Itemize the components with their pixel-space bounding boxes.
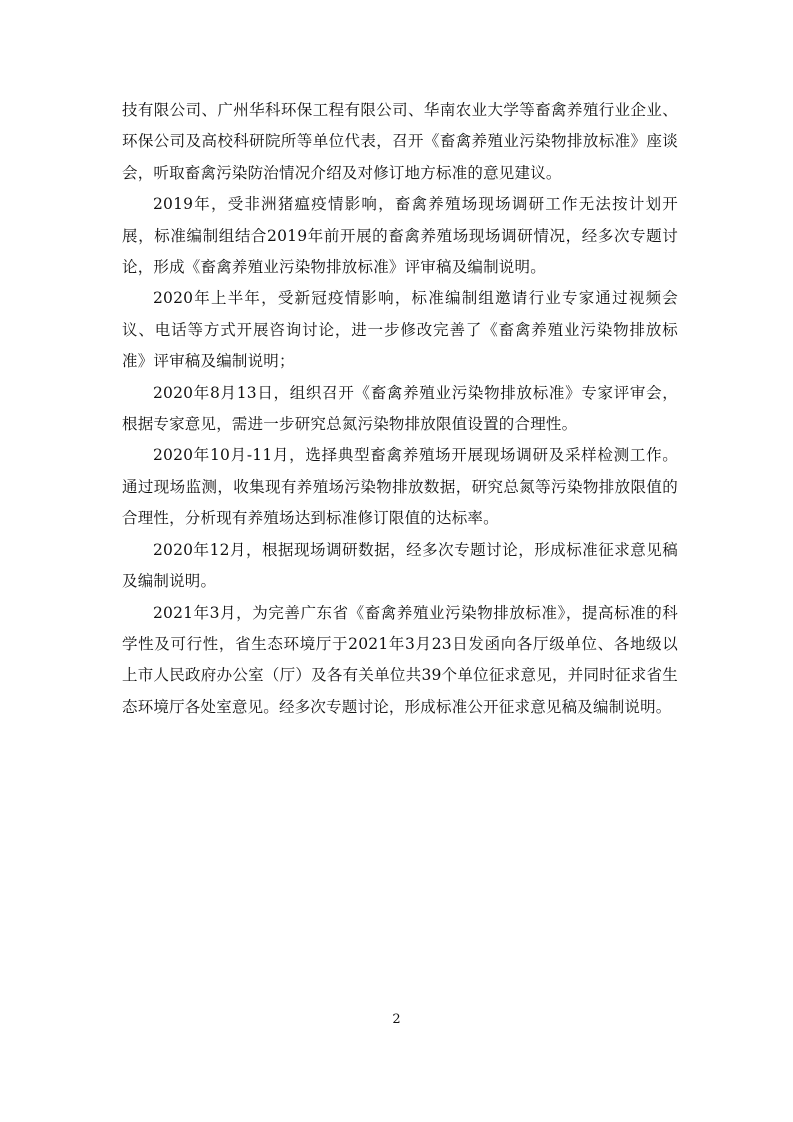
- paragraph-2: 2019年，受非洲猪瘟疫情影响，畜禽养殖场现场调研工作无法按计划开展，标准编制组结合2019年前开展的畜禽养殖场现场调研情况，经多次专题讨论，形成《畜禽养殖业污染物排放标准》评审稿及编制说明。: [122, 195, 678, 277]
- paragraph-4: 2020年8月13日，组织召开《畜禽养殖业污染物排放标准》专家评审会，根据专家意见，需进一步研究总氮污染物排放限值设置的合理性。: [122, 383, 678, 434]
- paragraph-6: 2020年12月，根据现场调研数据，经多次专题讨论，形成标准征求意见稿及编制说明。: [122, 540, 678, 591]
- paragraph-7: 2021年3月，为完善广东省《畜禽养殖业污染物排放标准》，提高标准的科学性及可行性，省生态环境厅于2021年3月23日发函向各厅级单位、各地级以上市人民政府办公室（厅）及各有关单位共39个单位征求意见，并同时征求省生态环境厅各处室意见。经多次专题讨论，形成标准公开征求意见稿及编制说明。: [122, 603, 678, 716]
- paragraph-5: 2020年10月-11月，选择典型畜禽养殖场开展现场调研及采样检测工作。通过现场监测，收集现有养殖场污染物排放数据，研究总氮等污染物排放限值的合理性，分析现有养殖场达到标准修订限值的达标率。: [122, 446, 678, 528]
- body-text: [122, 95, 678, 723]
- paragraph-1: 技有限公司、广州华科环保工程有限公司、华南农业大学等畜禽养殖行业企业、环保公司及高校科研院所等单位代表，召开《畜禽养殖业污染物排放标准》座谈会，听取畜禽污染防治情况介绍及对修订地方标准的意见建议。: [122, 101, 678, 182]
- page-number: 2: [392, 1012, 401, 1027]
- paragraph-3: 2020年上半年，受新冠疫情影响，标准编制组邀请行业专家通过视频会议、电话等方式开展咨询讨论，进一步修改完善了《畜禽养殖业污染物排放标准》评审稿及编制说明；: [122, 289, 678, 371]
